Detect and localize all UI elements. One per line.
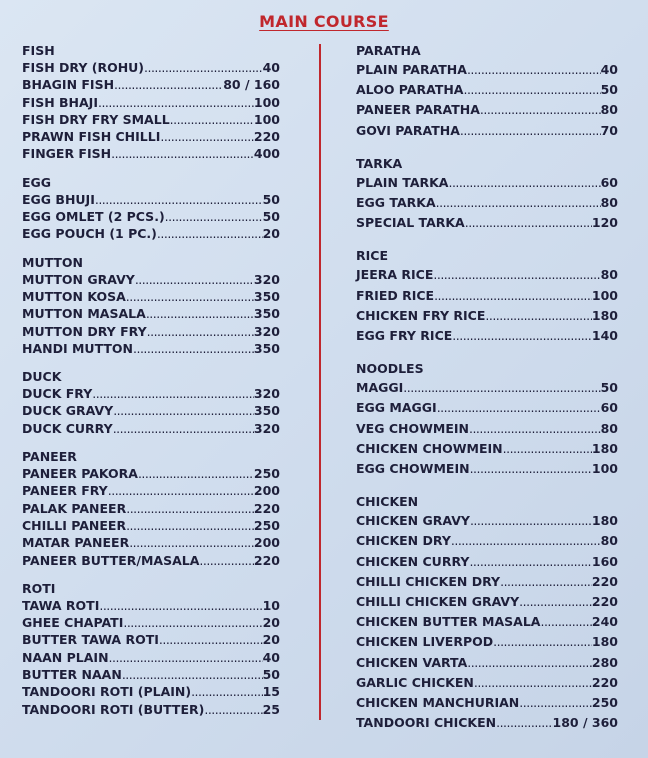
category-chicken	[356, 493, 618, 733]
item-name: MAGGI	[356, 380, 404, 396]
item-price: 220	[591, 674, 618, 690]
item-name: EGG FRY RICE	[356, 328, 453, 344]
item-price: 40	[262, 60, 280, 75]
leader-dots	[496, 713, 552, 733]
item-name: GOVI PARATHA	[356, 122, 460, 138]
item-name: CHILLI CHICKEN GRAVY	[356, 594, 520, 610]
menu-item	[356, 80, 618, 100]
item-price: 50	[262, 209, 280, 225]
item-price: 180	[591, 440, 618, 456]
category-title: PARATHA	[356, 43, 421, 58]
menu-item	[22, 145, 280, 162]
menu-item	[356, 531, 618, 551]
item-name: CHICKEN MANCHURIAN	[356, 695, 520, 711]
leader-dots	[133, 340, 254, 357]
category-egg	[22, 174, 280, 243]
leader-dots	[191, 683, 263, 700]
leader-dots	[470, 511, 592, 531]
item-price: 320	[253, 323, 280, 339]
item-price: 80	[600, 195, 618, 211]
leader-dots	[474, 673, 592, 693]
menu-item	[22, 701, 280, 718]
leader-dots	[92, 385, 254, 402]
item-price: 180	[591, 513, 618, 529]
item-price: 220	[253, 552, 280, 568]
category-duck	[22, 368, 280, 437]
menu-item	[356, 265, 618, 285]
item-name: CHICKEN DRY	[356, 533, 451, 549]
menu-item	[356, 60, 618, 80]
item-name: MUTTON GRAVY	[22, 271, 135, 287]
menu-item	[22, 288, 280, 305]
menu-item	[22, 111, 280, 128]
item-name: PANEER BUTTER/MASALA	[22, 552, 200, 568]
menu-item	[356, 439, 618, 459]
item-price: 50	[600, 380, 618, 396]
menu-item	[356, 286, 618, 306]
category-title: TARKA	[356, 155, 403, 171]
leader-dots	[108, 482, 254, 499]
item-price: 220	[253, 500, 280, 516]
leader-dots	[204, 701, 262, 718]
leader-dots	[463, 80, 600, 100]
item-price: 50	[262, 667, 280, 683]
menu-title-text: MAIN COURSE	[259, 12, 389, 31]
item-name: FISH BHAJI	[22, 94, 98, 110]
menu-item	[356, 653, 618, 673]
leader-dots	[403, 378, 600, 398]
item-name: EGG TARKA	[356, 195, 436, 211]
leader-dots	[452, 326, 592, 346]
menu-item	[22, 482, 280, 499]
menu-item	[22, 517, 280, 534]
menu-item	[22, 59, 280, 76]
item-price: 20	[262, 632, 280, 648]
leader-dots	[123, 614, 262, 631]
item-name: CHICKEN BUTTER MASALA	[356, 614, 541, 630]
item-price: 50	[262, 191, 280, 207]
item-price: 220	[591, 594, 618, 610]
item-price: 250	[253, 517, 280, 533]
leader-dots	[467, 653, 592, 673]
menu-item	[356, 173, 618, 193]
menu-item	[356, 713, 618, 733]
category-title: MUTTON	[22, 254, 84, 270]
item-price: 15	[262, 684, 280, 700]
menu-item	[22, 666, 280, 683]
item-name: PRAWN FISH CHILLI	[22, 129, 161, 145]
menu-item	[22, 534, 280, 551]
menu-item	[356, 552, 618, 572]
item-price: 60	[600, 400, 618, 416]
item-price: 40	[600, 62, 618, 77]
menu-item	[22, 208, 280, 225]
leader-dots	[113, 402, 254, 419]
item-price: 50	[600, 82, 618, 98]
category-mutton	[22, 254, 280, 357]
leader-dots	[138, 465, 254, 482]
leader-dots	[493, 632, 592, 652]
right-column	[356, 42, 618, 747]
item-name: EGG CHOWMEIN	[356, 461, 470, 477]
item-name: CHICKEN CHOWMEIN	[356, 440, 503, 456]
item-name: MUTTON MASALA	[22, 306, 146, 322]
item-name: VEG CHOWMEIN	[356, 420, 469, 436]
leader-dots	[147, 323, 254, 340]
item-price: 350	[253, 403, 280, 419]
item-name: GARLIC CHICKEN	[356, 674, 474, 690]
menu-item	[22, 323, 280, 340]
item-price: 80 / 160	[223, 77, 280, 93]
leader-dots	[122, 666, 263, 683]
menu-item	[22, 340, 280, 357]
item-price: 100	[591, 461, 618, 477]
category-title: CHICKEN	[356, 494, 419, 510]
menu-item	[356, 632, 618, 652]
leader-dots	[165, 208, 263, 225]
item-price: 320	[253, 386, 280, 402]
item-name: PLAIN TARKA	[356, 174, 449, 190]
category-roti	[22, 580, 280, 718]
menu-item	[22, 614, 280, 631]
left-column	[22, 42, 280, 729]
item-name: TANDOORI ROTI (BUTTER)	[22, 701, 205, 717]
item-price: 200	[253, 535, 280, 551]
item-name: CHICKEN GRAVY	[356, 513, 470, 529]
menu-item	[22, 94, 280, 111]
menu-item	[356, 398, 618, 418]
item-name: GHEE CHAPATI	[22, 615, 124, 631]
item-price: 180 / 360	[552, 715, 618, 731]
leader-dots	[199, 552, 254, 569]
leader-dots	[540, 612, 591, 632]
leader-dots	[126, 500, 254, 517]
leader-dots	[135, 271, 254, 288]
leader-dots	[98, 94, 254, 111]
item-price: 80	[600, 267, 618, 283]
item-price: 350	[253, 340, 280, 356]
menu-item	[22, 191, 280, 208]
leader-dots	[170, 111, 254, 128]
item-name: FISH DRY (ROHU)	[22, 60, 145, 75]
leader-dots	[95, 191, 263, 208]
menu-item	[22, 128, 280, 145]
item-price: 100	[253, 111, 280, 127]
item-price: 320	[253, 420, 280, 436]
item-name: HANDI MUTTON	[22, 340, 133, 356]
item-name: CHICKEN CURRY	[356, 553, 470, 569]
leader-dots	[451, 531, 601, 551]
item-name: EGG OMLET (2 PCS.)	[22, 209, 165, 225]
item-price: 180	[591, 634, 618, 650]
menu-item	[356, 100, 618, 120]
item-name: CHICKEN VARTA	[356, 654, 468, 670]
item-name: CHILLI CHICKEN DRY	[356, 573, 501, 589]
menu-item	[22, 305, 280, 322]
item-name: FINGER FISH	[22, 146, 112, 162]
item-price: 400	[253, 146, 280, 162]
category-title: RICE	[356, 248, 388, 264]
category-title: NOODLES	[356, 361, 424, 377]
item-price: 80	[600, 102, 618, 118]
menu-item	[22, 420, 280, 437]
leader-dots	[109, 649, 263, 666]
item-price: 80	[600, 533, 618, 549]
leader-dots	[146, 305, 254, 322]
item-name: PLAIN PARATHA	[356, 62, 467, 77]
leader-dots	[144, 59, 263, 76]
category-paratha	[356, 42, 618, 141]
menu-item	[22, 597, 280, 614]
leader-dots	[129, 534, 254, 551]
menu-item	[22, 271, 280, 288]
category-paneer	[22, 448, 280, 569]
leader-dots	[99, 597, 262, 614]
category-title: EGG	[22, 174, 52, 190]
leader-dots	[157, 225, 263, 242]
menu-item	[22, 465, 280, 482]
item-name: EGG MAGGI	[356, 400, 437, 416]
menu-item	[356, 306, 618, 326]
item-name: EGG POUCH (1 PC.)	[22, 226, 157, 242]
leader-dots	[437, 398, 601, 418]
item-price: 350	[253, 288, 280, 304]
leader-dots	[503, 439, 592, 459]
menu-item	[356, 326, 618, 346]
item-name: MUTTON KOSA	[22, 288, 126, 304]
item-name: TANDOORI CHICKEN	[356, 715, 497, 731]
item-name: MATAR PANEER	[22, 535, 130, 551]
menu-item	[356, 592, 618, 612]
menu-item	[356, 459, 618, 479]
leader-dots	[126, 517, 254, 534]
leader-dots	[470, 459, 592, 479]
item-price: 20	[262, 226, 280, 242]
item-price: 25	[262, 701, 280, 717]
menu-item	[22, 552, 280, 569]
leader-dots	[448, 173, 600, 193]
item-name: DUCK GRAVY	[22, 403, 114, 419]
menu-item	[356, 673, 618, 693]
menu-item	[356, 419, 618, 439]
leader-dots	[111, 145, 254, 162]
item-price: 80	[600, 420, 618, 436]
category-rice	[356, 247, 618, 346]
menu-item	[356, 693, 618, 713]
item-price: 60	[600, 174, 618, 190]
item-name: FISH DRY FRY SMALL	[22, 111, 170, 127]
item-price: 250	[253, 466, 280, 482]
leader-dots	[480, 100, 601, 120]
item-price: 40	[262, 649, 280, 665]
leader-dots	[160, 128, 254, 145]
item-name: DUCK FRY	[22, 386, 93, 402]
menu-item	[356, 511, 618, 531]
item-name: CHICKEN LIVERPOD	[356, 634, 494, 650]
leader-dots	[113, 420, 254, 437]
item-name: PANEER PARATHA	[356, 102, 480, 118]
leader-dots	[519, 693, 592, 713]
menu-item	[356, 193, 618, 213]
leader-dots	[469, 419, 601, 439]
item-price: 20	[262, 615, 280, 631]
item-name: PANEER FRY	[22, 483, 108, 499]
item-price: 10	[262, 597, 280, 613]
leader-dots	[465, 213, 592, 233]
category-title: PANEER	[22, 449, 77, 465]
menu-item	[356, 121, 618, 141]
item-price: 240	[591, 614, 618, 630]
item-price: 120	[591, 215, 618, 231]
leader-dots	[436, 193, 601, 213]
leader-dots	[114, 76, 223, 93]
item-price: 100	[253, 94, 280, 110]
item-price: 220	[591, 573, 618, 589]
category-title: DUCK	[22, 369, 62, 385]
menu-item	[22, 76, 280, 93]
item-name: DUCK CURRY	[22, 420, 113, 436]
leader-dots	[467, 60, 601, 80]
category-title: ROTI	[22, 580, 56, 596]
item-price: 200	[253, 483, 280, 499]
item-name: EGG BHUJI	[22, 191, 95, 207]
item-price: 320	[253, 271, 280, 287]
leader-dots	[519, 592, 592, 612]
item-name: NAAN PLAIN	[22, 649, 109, 665]
item-price: 140	[591, 328, 618, 344]
item-name: TAWA ROTI	[22, 597, 100, 613]
item-price: 100	[591, 287, 618, 303]
item-price: 250	[591, 695, 618, 711]
menu-item	[22, 385, 280, 402]
item-price: 280	[591, 654, 618, 670]
item-name: SPECIAL TARKA	[356, 215, 465, 231]
menu-item	[22, 683, 280, 700]
item-name: PANEER PAKORA	[22, 466, 138, 482]
menu-item	[356, 572, 618, 592]
menu-item	[22, 500, 280, 517]
item-name: BUTTER TAWA ROTI	[22, 632, 159, 648]
item-price: 220	[253, 129, 280, 145]
item-name: JEERA RICE	[356, 267, 434, 283]
menu-item	[22, 225, 280, 242]
item-name: CHILLI PANEER	[22, 517, 127, 533]
column-divider	[319, 44, 321, 720]
item-price: 70	[600, 122, 618, 138]
item-price: 160	[591, 553, 618, 569]
leader-dots	[485, 306, 592, 326]
category-fish	[22, 42, 280, 163]
leader-dots	[126, 288, 254, 305]
leader-dots	[434, 286, 592, 306]
menu-item	[22, 649, 280, 666]
menu-item	[22, 402, 280, 419]
menu-item	[356, 612, 618, 632]
category-title: FISH	[22, 43, 55, 58]
leader-dots	[500, 572, 592, 592]
item-name: MUTTON DRY FRY	[22, 323, 147, 339]
item-name: FRIED RICE	[356, 287, 435, 303]
leader-dots	[159, 631, 263, 648]
item-price: 180	[591, 307, 618, 323]
menu-item	[356, 213, 618, 233]
leader-dots	[469, 552, 591, 572]
menu-item	[356, 378, 618, 398]
category-noodles	[356, 360, 618, 479]
menu-item	[22, 631, 280, 648]
item-name: BHAGIN FISH	[22, 77, 115, 93]
item-name: BUTTER NAAN	[22, 667, 122, 683]
item-name: CHICKEN FRY RICE	[356, 307, 486, 323]
item-name: TANDOORI ROTI (PLAIN)	[22, 684, 192, 700]
leader-dots	[433, 265, 600, 285]
leader-dots	[460, 121, 601, 141]
category-tarka	[356, 155, 618, 234]
item-name: ALOO PARATHA	[356, 82, 464, 98]
menu-title	[0, 12, 648, 31]
item-name: PALAK PANEER	[22, 500, 127, 516]
item-price: 350	[253, 306, 280, 322]
